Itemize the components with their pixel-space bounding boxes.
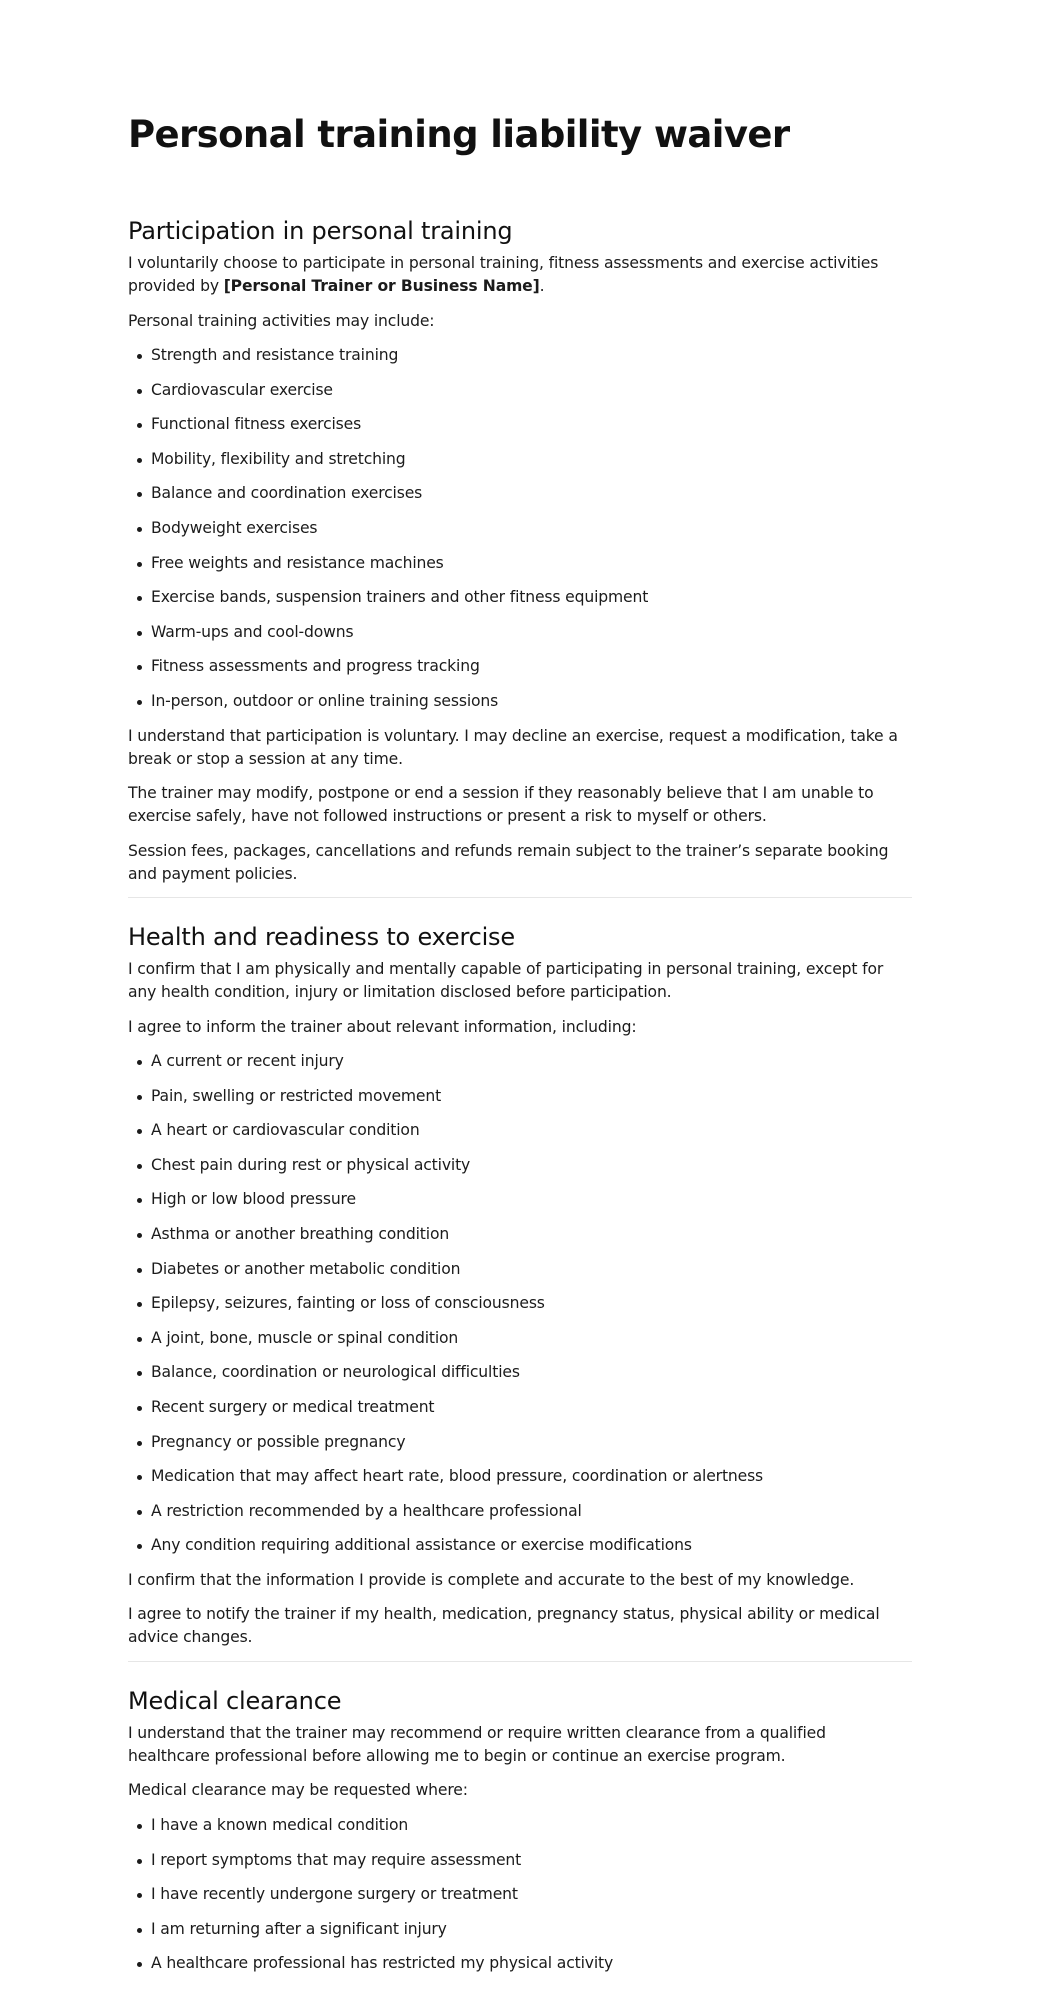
paragraph: I understand that participation is voluntary. I may decline an exercise, request a modification, take a break or stop a session at any time. (128, 726, 898, 768)
list-item: A heart or cardiovascular condition (128, 1119, 912, 1142)
section-heading: Medical clearance (128, 1686, 342, 1715)
section-heading: Participation in personal training (128, 217, 513, 245)
section-health (128, 922, 912, 1649)
list-intro: Medical clearance may be requested where: (128, 1781, 468, 1800)
list-item: I am returning after a significant injury (128, 1918, 912, 1941)
section-participation (128, 216, 912, 886)
page-title: Personal training liability waiver (128, 113, 790, 156)
section-intro: I understand that the trainer may recommend or require written clearance from a qualified healthcare professional before allowing me to begin or continue an exercise program. (128, 1723, 826, 1765)
list-item: Free weights and resistance machines (128, 552, 912, 575)
list-item: Asthma or another breathing condition (128, 1223, 912, 1246)
section-medical-clearance (128, 1686, 912, 1975)
list-item: Balance, coordination or neurological difficulties (128, 1361, 912, 1384)
list-item: A restriction recommended by a healthcare professional (128, 1500, 912, 1523)
activity-list (128, 344, 912, 713)
list-item: Diabetes or another metabolic condition (128, 1258, 912, 1281)
paragraph: I agree to notify the trainer if my health, medication, pregnancy status, physical ability or medical advice changes. (128, 1605, 880, 1647)
list-item: Medication that may affect heart rate, blood pressure, coordination or alertness (128, 1465, 912, 1488)
list-item: I have recently undergone surgery or treatment (128, 1883, 912, 1906)
list-item: A current or recent injury (128, 1050, 912, 1073)
list-item: I report symptoms that may require assessment (128, 1849, 912, 1872)
list-item: Bodyweight exercises (128, 517, 912, 540)
list-intro: Personal training activities may include: (128, 311, 435, 330)
business-name-placeholder: [Personal Trainer or Business Name] (223, 277, 540, 295)
list-item: In-person, outdoor or online training sessions (128, 690, 912, 713)
paragraph: Session fees, packages, cancellations and refunds remain subject to the trainer’s separate booking and payment policies. (128, 841, 889, 883)
list-item: I have a known medical condition (128, 1814, 912, 1837)
list-item: Recent surgery or medical treatment (128, 1396, 912, 1419)
waiver-document (128, 0, 912, 1975)
list-item: Pregnancy or possible pregnancy (128, 1431, 912, 1454)
list-item: A healthcare professional has restricted my physical activity (128, 1952, 912, 1975)
list-item: Warm-ups and cool-downs (128, 621, 912, 644)
section-divider (128, 897, 912, 898)
section-heading: Health and readiness to exercise (128, 923, 515, 952)
list-item: Mobility, flexibility and stretching (128, 448, 912, 471)
list-item: Exercise bands, suspension trainers and other fitness equipment (128, 586, 912, 609)
list-item: High or low blood pressure (128, 1188, 912, 1211)
list-item: Cardiovascular exercise (128, 379, 912, 402)
intro-text: I voluntarily choose to participate in personal training, fitness assessments and exercise activities provided by (128, 254, 879, 295)
list-item: Fitness assessments and progress tracking (128, 655, 912, 678)
list-item: Epilepsy, seizures, fainting or loss of consciousness (128, 1292, 912, 1315)
intro-suffix: . (539, 277, 545, 295)
paragraph: The trainer may modify, postpone or end a session if they reasonably believe that I am unable to exercise safely, have not followed instructions or present a risk to myself or others. (128, 784, 874, 826)
list-item: Pain, swelling or restricted movement (128, 1085, 912, 1108)
section-divider (128, 1661, 912, 1662)
paragraph: I confirm that the information I provide is complete and accurate to the best of my knowledge. (128, 1570, 855, 1589)
section-intro: I confirm that I am physically and mentally capable of participating in personal training, except for any health condition, injury or limitation disclosed before participation. (128, 960, 884, 1002)
list-item: Any condition requiring additional assistance or exercise modifications (128, 1534, 912, 1557)
condition-list (128, 1050, 912, 1557)
list-intro: I agree to inform the trainer about relevant information, including: (128, 1017, 637, 1036)
list-item: Balance and coordination exercises (128, 482, 912, 505)
clearance-list (128, 1814, 912, 1975)
list-item: Chest pain during rest or physical activity (128, 1154, 912, 1177)
section-intro (128, 252, 912, 298)
list-item: A joint, bone, muscle or spinal condition (128, 1327, 912, 1350)
list-item: Functional fitness exercises (128, 413, 912, 436)
list-item: Strength and resistance training (128, 344, 912, 367)
